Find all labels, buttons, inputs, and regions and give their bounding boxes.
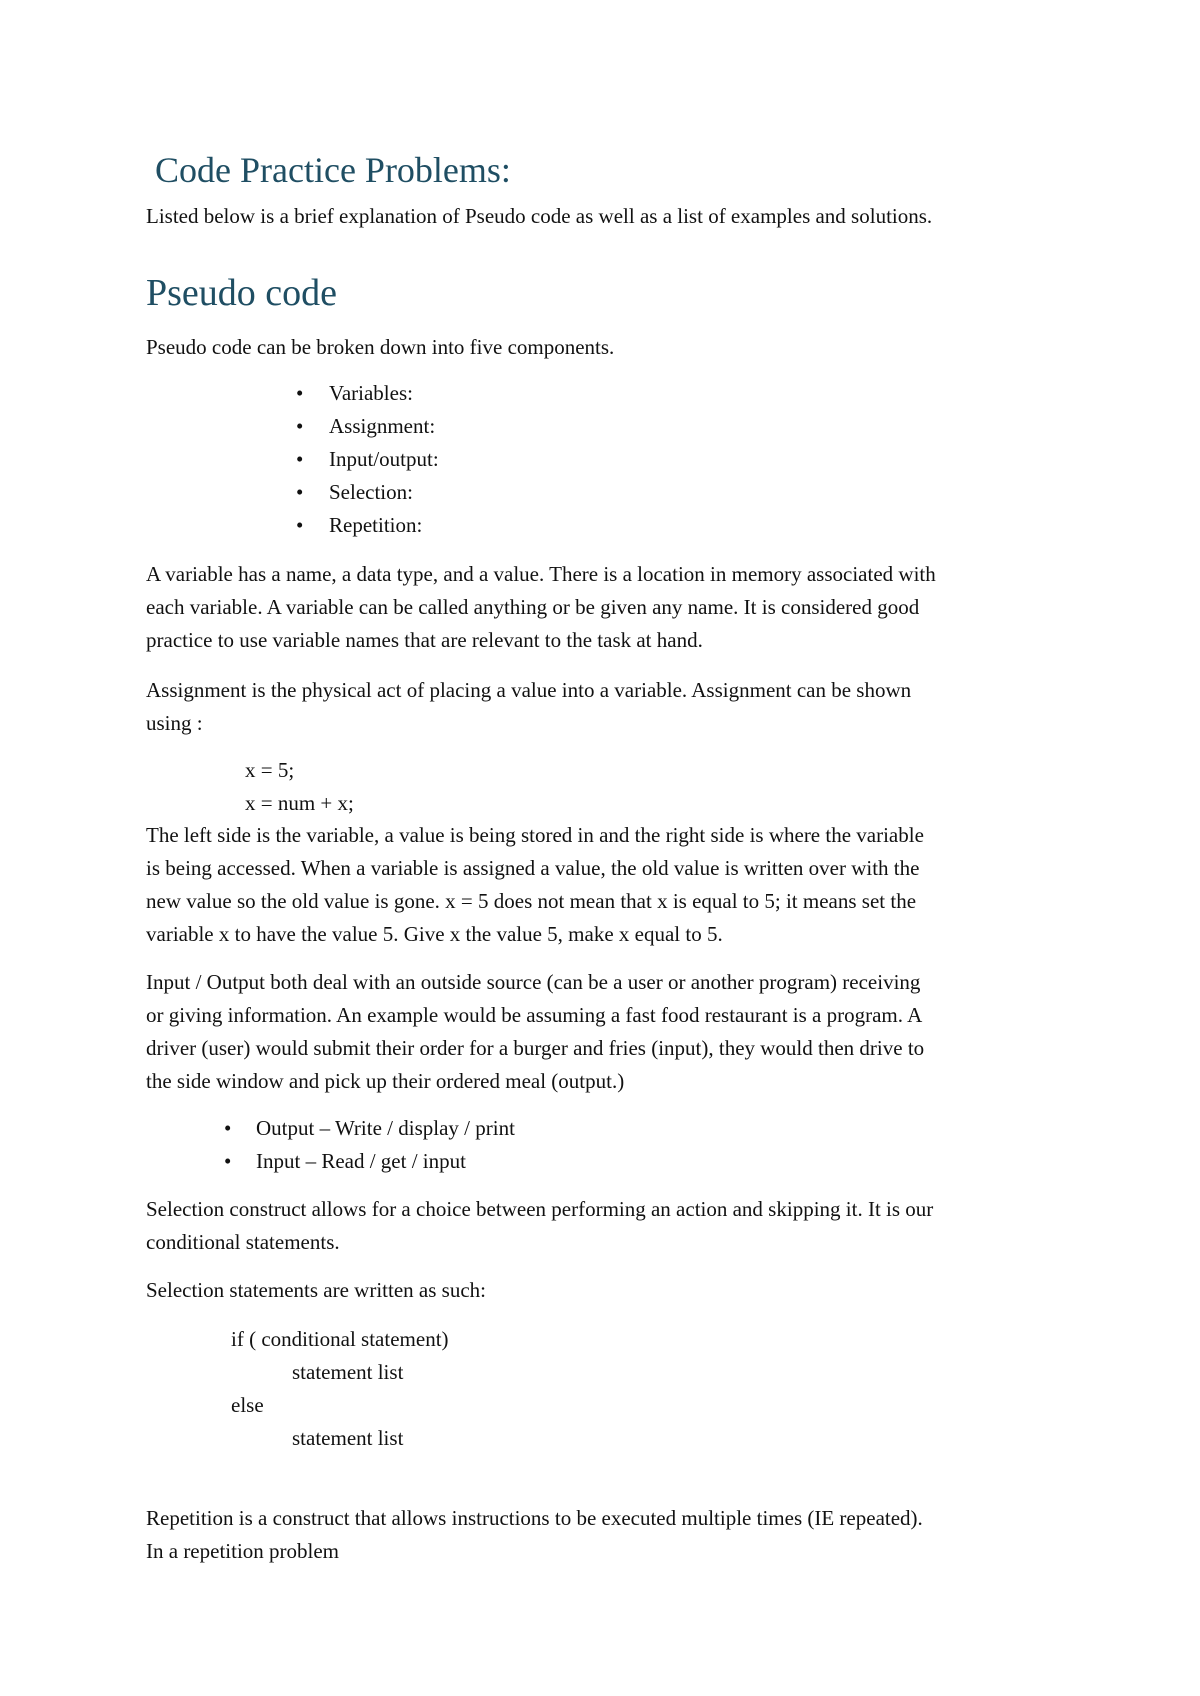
bullet-icon: • [224, 1116, 232, 1140]
list-item: Assignment: [329, 414, 436, 438]
code-line: x = num + x; [245, 791, 354, 815]
io-para-line: or giving information. An example would be assuming a fast food restaurant is a program. A [146, 1003, 923, 1027]
bullet-icon: • [296, 480, 304, 504]
io-para-line: driver (user) would submit their order for a burger and fries (input), they would then drive to [146, 1036, 925, 1060]
code-line: statement list [292, 1426, 404, 1450]
code-line: if ( conditional statement) [231, 1327, 449, 1351]
bullet-icon: • [296, 447, 304, 471]
assignment-para-line: using : [146, 711, 203, 735]
list-item: Variables: [329, 381, 413, 405]
section-heading: Pseudo code [146, 272, 338, 314]
io-para-line: the side window and pick up their ordered meal (output.) [146, 1069, 625, 1093]
selection-para-line: Selection construct allows for a choice between performing an action and skipping it. It is our [146, 1197, 934, 1221]
bullet-icon: • [296, 414, 304, 438]
assignment-explain-line: The left side is the variable, a value is being stored in and the right side is where the variable [146, 823, 924, 847]
variable-para-line: each variable. A variable can be called anything or be given any name. It is considered good [146, 595, 920, 619]
bullet-icon: • [296, 513, 304, 537]
code-line: else [231, 1393, 264, 1417]
assignment-para-line: Assignment is the physical act of placing a value into a variable. Assignment can be shown [146, 678, 912, 702]
list-item: Input/output: [329, 447, 439, 471]
intro-text: Listed below is a brief explanation of Pseudo code as well as a list of examples and solutions. [146, 204, 933, 228]
page-title: Code Practice Problems: [155, 150, 511, 190]
variable-para-line: practice to use variable names that are relevant to the task at hand. [146, 628, 703, 652]
components-intro: Pseudo code can be broken down into five components. [146, 335, 615, 359]
selection-intro: Selection statements are written as such: [146, 1278, 486, 1302]
list-item: Input – Read / get / input [256, 1149, 466, 1173]
assignment-explain-line: is being accessed. When a variable is assigned a value, the old value is written over with the [146, 856, 920, 880]
repetition-para-line: Repetition is a construct that allows instructions to be executed multiple times (IE repeated). [146, 1506, 923, 1530]
list-item: Repetition: [329, 513, 423, 537]
list-item: Output – Write / display / print [256, 1116, 515, 1140]
list-item: Selection: [329, 480, 413, 504]
code-line: statement list [292, 1360, 404, 1384]
repetition-para-line: In a repetition problem [146, 1539, 340, 1563]
code-line: x = 5; [245, 758, 295, 782]
assignment-explain-line: new value so the old value is gone. x = 5 does not mean that x is equal to 5; it means set the [146, 889, 917, 913]
bullet-icon: • [296, 381, 304, 405]
variable-para-line: A variable has a name, a data type, and a value. There is a location in memory associated with [146, 562, 936, 586]
bullet-icon: • [224, 1149, 232, 1173]
assignment-explain-line: variable x to have the value 5. Give x the value 5, make x equal to 5. [146, 922, 723, 946]
selection-para-line: conditional statements. [146, 1230, 340, 1254]
io-para-line: Input / Output both deal with an outside source (can be a user or another program) receiving [146, 970, 921, 994]
